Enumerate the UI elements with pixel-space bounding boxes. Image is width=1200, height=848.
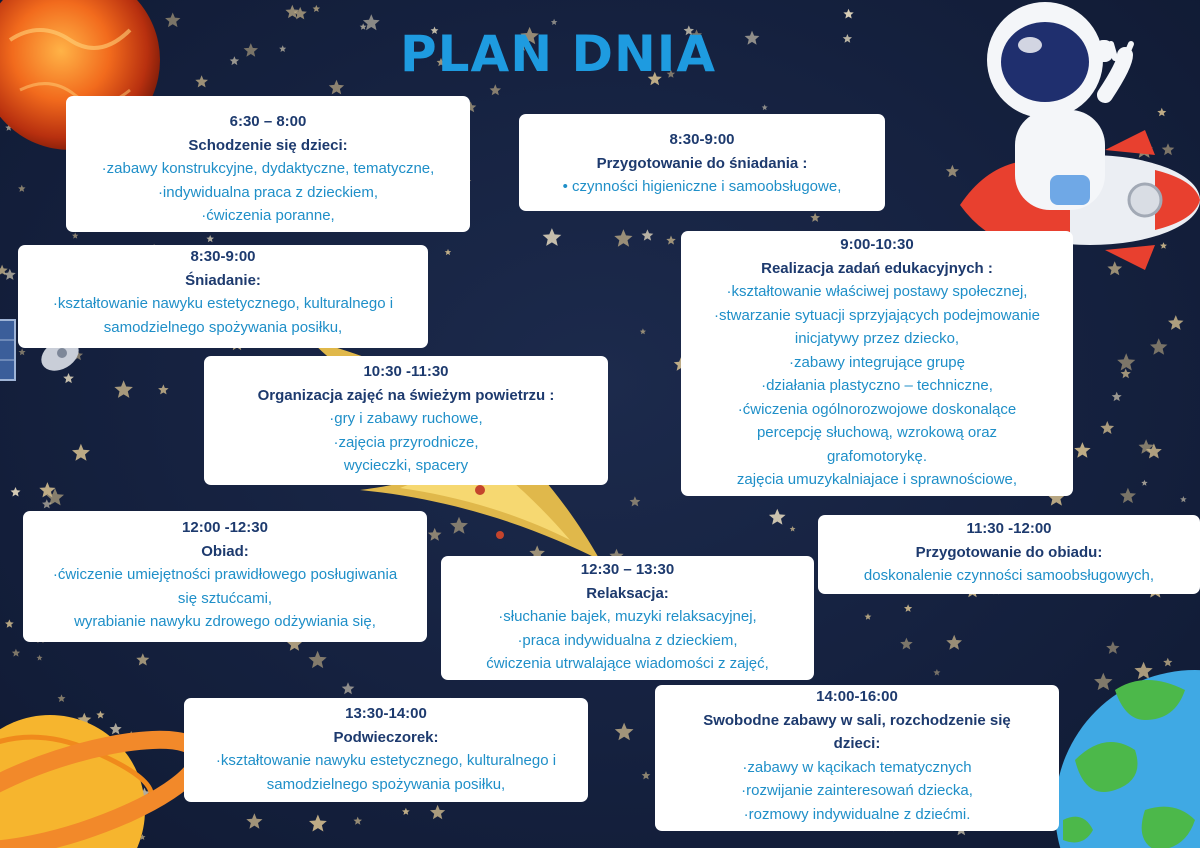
card-item: ·gry i zabawy ruchowe, <box>329 410 483 427</box>
card-item: ·zabawy integrujące grupę <box>789 353 965 371</box>
card-item: • czynności higieniczne i samoobsługowe, <box>562 178 842 195</box>
star <box>1163 658 1172 667</box>
star <box>810 213 820 222</box>
card-items <box>519 175 885 199</box>
card-heading: Obiad: <box>201 542 249 560</box>
star <box>309 651 327 668</box>
card-heading: Relaksacja: <box>586 584 669 602</box>
star <box>1121 369 1131 379</box>
star <box>1100 421 1114 434</box>
schedule-card-breakfast <box>18 245 428 348</box>
star <box>1117 353 1135 370</box>
card-time: 6:30 – 8:00 <box>229 113 307 130</box>
card-item: percepcję słuchową, wzrokową oraz <box>756 424 998 441</box>
star <box>279 45 286 52</box>
schedule-card-free-play <box>655 685 1059 831</box>
star <box>114 380 132 398</box>
card-time: 13:30-14:00 <box>345 705 427 722</box>
card-items <box>818 564 1200 588</box>
star <box>230 56 239 65</box>
schedule-card-lunch <box>23 511 427 642</box>
schedule-card-afternoon-snack <box>184 698 588 802</box>
star <box>11 487 21 497</box>
card-item: ·zabawy konstrukcyjne, dydaktyczne, tematyczne, <box>101 160 435 177</box>
schedule-card-outdoor <box>204 356 608 485</box>
star <box>642 771 651 779</box>
card-heading: Śniadanie: <box>185 271 261 289</box>
star <box>1112 392 1122 401</box>
schedule-card-arrival <box>66 96 470 232</box>
star <box>1150 338 1167 355</box>
star <box>762 104 768 110</box>
card-items <box>681 280 1073 492</box>
card-item: ·działania plastyczno – techniczne, <box>761 377 993 394</box>
card-items <box>18 292 428 339</box>
card-item: ·rozwijanie zainteresowań dziecka, <box>741 782 973 799</box>
schedule-card-lunch-prep <box>818 515 1200 594</box>
star <box>933 669 940 676</box>
star <box>354 817 363 825</box>
star <box>136 653 149 665</box>
schedule-card-relaxation <box>441 556 814 680</box>
card-heading: Schodzenie się dzieci: <box>188 136 348 154</box>
card-item: ·ćwiczenie umiejętności prawidłowego posługiwania <box>52 566 398 583</box>
star <box>329 80 344 95</box>
card-heading: Organizacja zajęć na świeżym powietrzu : <box>257 386 555 404</box>
card-item: ·ćwiczenia ogólnorozwojowe doskonalące <box>737 400 1017 418</box>
card-item: ·indywidualna praca z dzieckiem, <box>157 183 379 201</box>
card-item: wyrabianie nawyku zdrowego odżywiania się, <box>74 613 376 630</box>
star <box>18 185 25 192</box>
card-item: ·praca indywidualna z dzieckiem, <box>517 631 738 649</box>
card-item: ·kształtowanie właściwej postawy społecznej, <box>726 283 1028 300</box>
star <box>843 34 852 43</box>
star <box>1168 315 1184 330</box>
card-time: 8:30-9:00 <box>190 248 256 265</box>
card-item: ·słuchanie bajek, muzyki relaksacyjnej, <box>498 608 757 625</box>
star <box>195 75 208 87</box>
star <box>1120 488 1136 503</box>
card-item: ćwiczenia utrwalające wiadomości z zajęć, <box>486 655 769 672</box>
star <box>1106 641 1119 654</box>
card-item: inicjatywy przez dziecko, <box>794 330 960 347</box>
star <box>360 23 367 30</box>
card-item: ·zajęcia przyrodnicze, <box>333 433 479 451</box>
card-items <box>66 157 470 228</box>
star <box>1074 442 1090 458</box>
card-heading: Przygotowanie do obiadu: <box>915 543 1103 561</box>
card-items <box>655 756 1059 827</box>
star <box>313 5 321 12</box>
page-title: PLAN DNIA <box>400 25 717 83</box>
star <box>865 613 872 620</box>
star <box>769 509 786 525</box>
star <box>244 43 258 57</box>
card-time: 9:00-10:30 <box>840 236 914 253</box>
card-item: ·zabawy w kącikach tematycznych <box>742 758 972 776</box>
star <box>294 7 307 20</box>
card-time: 11:30 -12:00 <box>966 520 1052 537</box>
star <box>246 813 262 828</box>
card-items <box>23 563 427 634</box>
star <box>490 84 501 95</box>
schedule-card-education <box>681 231 1073 496</box>
card-item: grafomotorykę. <box>826 447 928 465</box>
star <box>72 233 78 239</box>
card-item: wycieczki, spacery <box>343 457 469 474</box>
card-items <box>441 605 814 676</box>
earth-icon <box>1055 670 1200 848</box>
star <box>1180 496 1187 502</box>
star <box>630 496 641 506</box>
card-item: ·kształtowanie nawyku estetycznego, kulturalnego i <box>52 295 394 312</box>
card-heading: Swobodne zabawy w sali, rozchodzenie się dzieci: <box>703 711 1011 752</box>
card-time: 12:30 – 13:30 <box>580 561 675 578</box>
card-heading: Przygotowanie do śniadania : <box>596 154 808 172</box>
star <box>342 682 355 694</box>
card-time: 12:00 -12:30 <box>182 519 268 536</box>
card-heading: Realizacja zadań edukacyjnych : <box>761 259 993 277</box>
card-item: samodzielnego spożywania posiłku, <box>103 318 343 336</box>
star <box>445 249 452 255</box>
saturn-icon <box>0 700 210 848</box>
star <box>900 638 913 650</box>
astronaut-rocket-icon <box>955 0 1200 270</box>
card-heading: Podwieczorek: <box>333 728 439 746</box>
star <box>402 808 410 815</box>
star <box>158 384 169 394</box>
card-item: się sztućcami, <box>177 589 273 607</box>
star <box>72 444 90 461</box>
card-item: ·ćwiczenia poranne, <box>201 207 335 224</box>
card-item: samodzielnego spożywania posiłku, <box>266 775 506 793</box>
card-item: doskonalenie czynności samoobsługowych, <box>863 567 1155 584</box>
star <box>946 635 962 650</box>
star <box>543 228 562 246</box>
card-item: ·kształtowanie nawyku estetycznego, kulturalnego i <box>215 752 557 769</box>
star <box>12 649 20 657</box>
star <box>42 499 52 508</box>
star <box>666 236 676 245</box>
star <box>615 723 634 741</box>
star <box>745 31 760 45</box>
card-items <box>184 749 588 796</box>
card-time: 14:00-16:00 <box>816 688 898 705</box>
star <box>640 328 646 334</box>
star <box>430 805 445 819</box>
card-item: ·rozmowy indywidualne z dziećmi. <box>743 805 971 823</box>
star <box>37 655 43 661</box>
star <box>309 815 327 832</box>
star <box>904 604 912 612</box>
star <box>1141 480 1147 486</box>
card-item: zajęcia umuzykalniajace i sprawnościowe, <box>736 471 1018 488</box>
star <box>614 229 632 246</box>
star <box>5 619 14 627</box>
schedule-card-breakfast-prep <box>519 114 885 211</box>
star <box>642 229 654 240</box>
star <box>790 526 796 532</box>
card-time: 8:30-9:00 <box>669 131 735 148</box>
card-time: 10:30 -11:30 <box>363 363 449 380</box>
star <box>843 9 853 19</box>
card-item: ·stwarzanie sytuacji sprzyjających podejmowanie <box>714 306 1040 324</box>
card-items <box>204 407 608 478</box>
star <box>206 235 214 242</box>
star <box>363 14 380 30</box>
